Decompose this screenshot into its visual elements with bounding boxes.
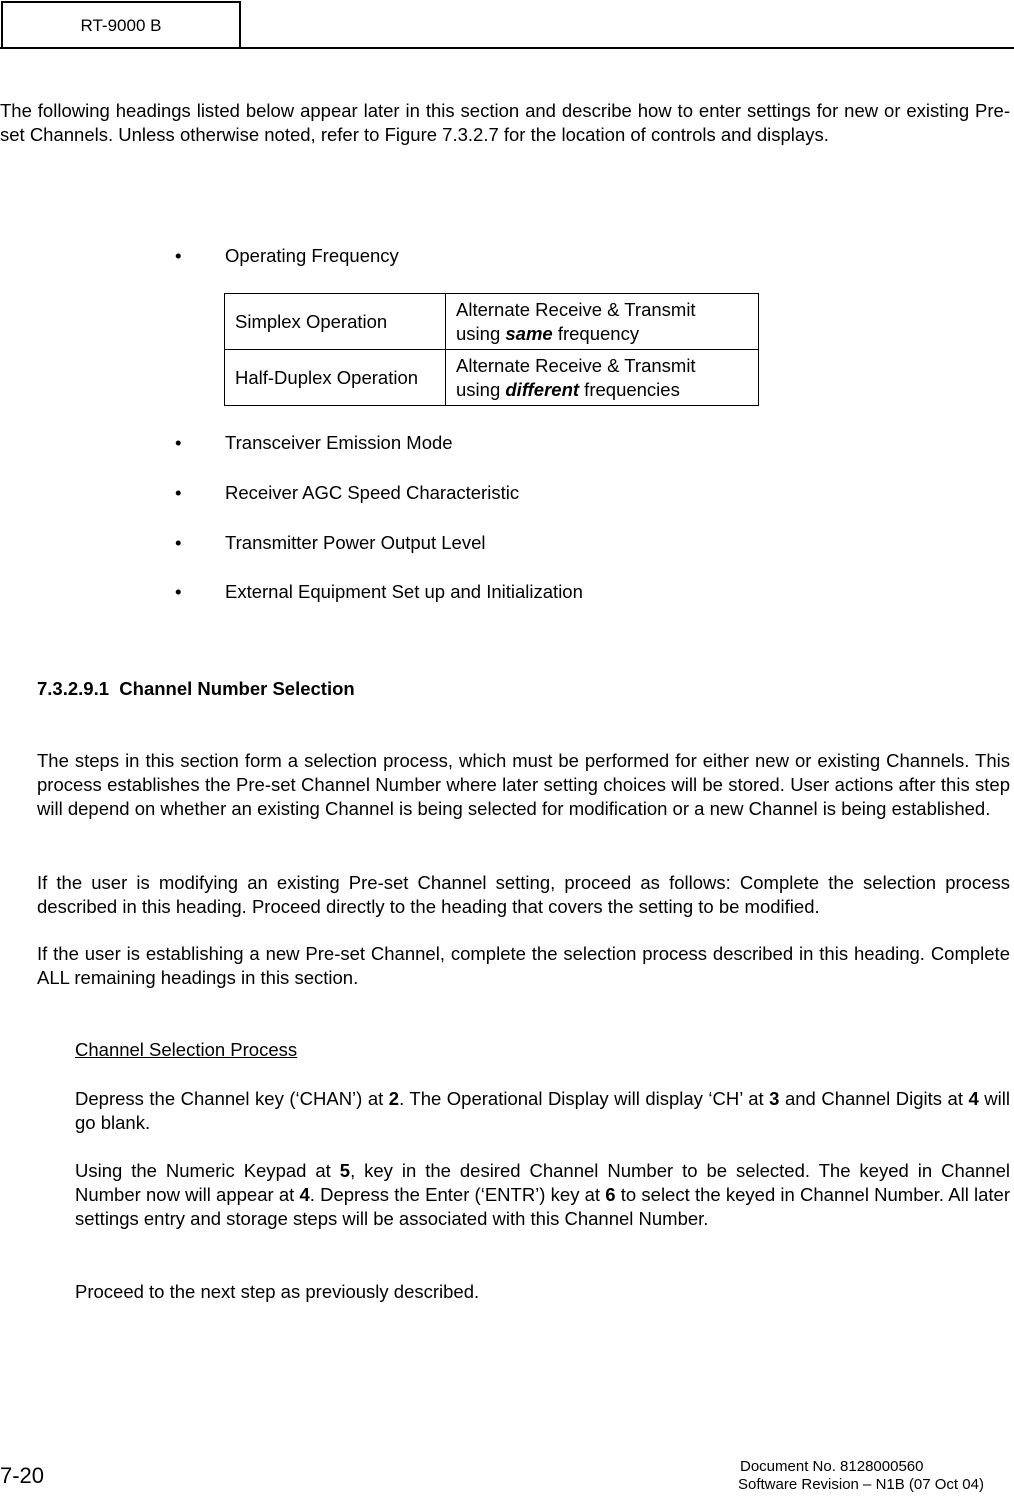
bullet-icon: •: [175, 532, 182, 553]
software-revision: Software Revision – N1B (07 Oct 04): [738, 1476, 984, 1493]
section-title: Channel Number Selection: [119, 678, 355, 699]
bullet-text: Transmitter Power Output Level: [225, 532, 486, 553]
operation-table: [224, 293, 759, 406]
step-text: . The Operational Display will display ‘CH’ at: [399, 1088, 770, 1109]
intro-paragraph: The following headings listed below appear later in this section and describe how to enter settings for new or existing Pre-set Channels. Unless otherwise noted, refer to Figure 7.3.2.7 for the location of controls and displays.: [0, 100, 1010, 145]
desc-line: Alternate Receive & Transmit: [456, 354, 696, 376]
step-text: will go blank.: [75, 1088, 1010, 1133]
body-paragraph: The steps in this section form a selection process, which must be performed for either new or existing Channels. This process establishes the Pre-set Channel Number where later setting choices will be stored. User actions after this step will depend on whether an existing Channel is being selected for modification or a new Channel is being established.: [37, 750, 1010, 819]
table-row: [225, 294, 759, 350]
body-paragraph: If the user is modifying an existing Pre-set Channel setting, proceed as follows: Complete the selection process described in this heading. Proceed directly to the heading that covers the setting to be modified.: [37, 872, 1010, 917]
process-step: Proceed to the next step as previously described.: [75, 1281, 480, 1302]
table-cell-mode: Half-Duplex Operation: [225, 350, 446, 406]
desc-line: Alternate Receive & Transmit: [456, 298, 696, 320]
step-text: , key in the desired Channel Number to be selected. The keyed in Channel Number now will appear at: [75, 1160, 1010, 1205]
footer-info: [738, 1458, 984, 1494]
step-text: and Channel Digits at: [779, 1088, 969, 1109]
step-text: . Depress the Enter (‘ENTR’) key at: [309, 1184, 606, 1205]
bullet-icon: •: [175, 245, 182, 266]
bullet-text: Receiver AGC Speed Characteristic: [225, 482, 520, 503]
table-row: [225, 350, 759, 406]
bullet-icon: •: [175, 432, 182, 453]
desc-emphasis: same: [505, 322, 553, 344]
bullet-icon: •: [175, 581, 182, 602]
reference-number: 3: [769, 1088, 780, 1109]
desc-text: frequency: [552, 322, 640, 344]
process-step: [75, 1159, 1010, 1231]
desc-text: using: [456, 378, 506, 400]
bullet-text: External Equipment Set up and Initialization: [225, 581, 583, 602]
reference-number: 4: [299, 1184, 310, 1205]
reference-number: 5: [339, 1160, 351, 1181]
page-number: 7-20: [0, 1463, 45, 1488]
document-id-box: RT-9000 B: [1, 1, 241, 49]
header-rule: [0, 47, 1014, 49]
bullet-text: Transceiver Emission Mode: [225, 432, 453, 453]
process-title: Channel Selection Process: [75, 1039, 298, 1060]
bullet-icon: •: [175, 482, 182, 503]
reference-number: 2: [388, 1088, 400, 1109]
process-step: [75, 1087, 1010, 1135]
desc-text: frequencies: [579, 378, 680, 400]
body-paragraph: If the user is establishing a new Pre-set Channel, complete the selection process described in this heading. Complete ALL remaining headings in this section.: [37, 943, 1010, 988]
step-text: Using the Numeric Keypad at: [75, 1160, 340, 1181]
table-cell-mode: Simplex Operation: [225, 294, 446, 350]
section-number: 7.3.2.9.1: [37, 678, 110, 699]
step-text: Depress the Channel key (‘CHAN’) at: [75, 1088, 389, 1109]
desc-text: using: [456, 322, 506, 344]
table-cell-desc: [446, 350, 759, 406]
reference-number: 4: [968, 1088, 979, 1109]
reference-number: 6: [605, 1184, 616, 1205]
table-cell-desc: [446, 294, 759, 350]
desc-emphasis: different: [505, 378, 580, 400]
document-number: Document No. 8128000560: [740, 1458, 924, 1475]
step-text: to select the keyed in Channel Number. All later settings entry and storage steps will be associated with this Channel Number.: [75, 1184, 1010, 1229]
section-heading: [37, 678, 355, 700]
bullet-text: Operating Frequency: [225, 245, 399, 266]
